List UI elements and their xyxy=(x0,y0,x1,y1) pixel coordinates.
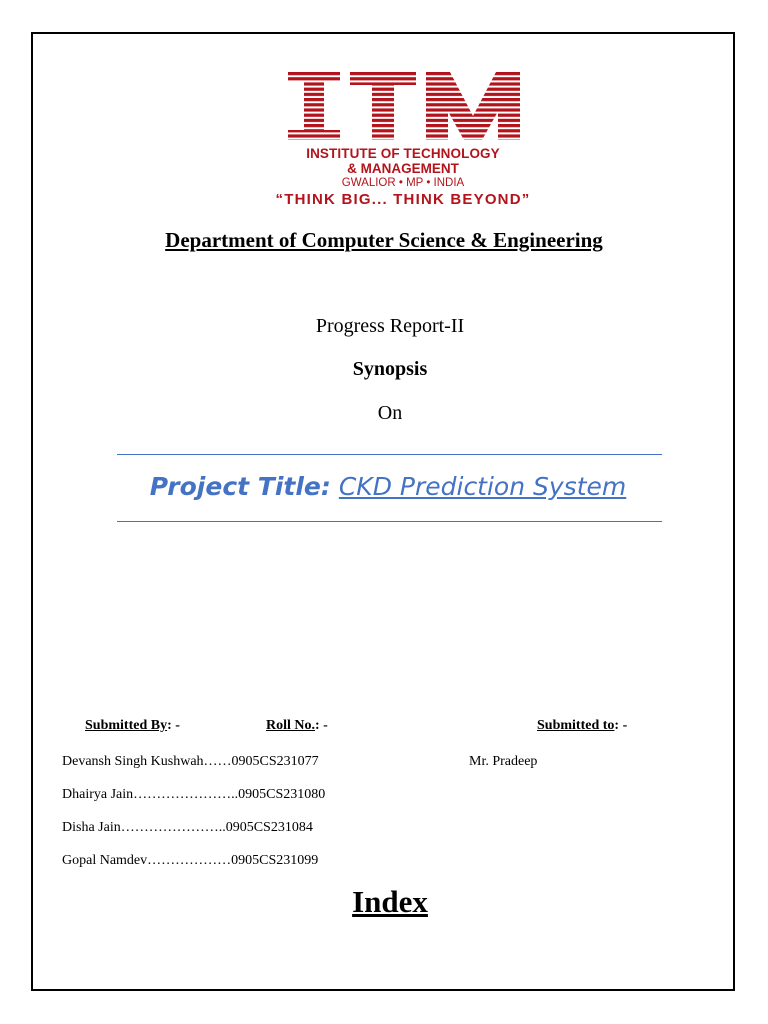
logo-tagline: “THINK BIG... THINK BEYOND” xyxy=(275,191,531,208)
project-title-name: CKD Prediction System xyxy=(338,472,627,501)
submitted-to-header xyxy=(537,718,627,734)
member-row: Gopal Namdev………………0905CS231099 xyxy=(62,853,319,868)
submitted-to-suffix: : - xyxy=(614,718,628,733)
member-row: Dhairya Jain…………………..0905CS231080 xyxy=(62,787,326,802)
index-heading: Index xyxy=(352,884,428,919)
report-on: On xyxy=(377,402,403,424)
itm-logo-wordmark xyxy=(288,72,520,140)
project-title-label: Project Title: xyxy=(149,472,331,501)
roll-no-suffix: : - xyxy=(315,718,328,733)
logo-management-line: & MANAGEMENT xyxy=(347,161,459,176)
itm-logo xyxy=(240,72,566,212)
roll-no-label: Roll No. xyxy=(266,718,315,733)
report-subtitle: Synopsis xyxy=(352,358,428,380)
member-row: Disha Jain…………………..0905CS231084 xyxy=(62,820,313,835)
submitted-by-header xyxy=(85,718,180,734)
roll-no-header xyxy=(266,718,328,734)
logo-location-line: GWALIOR • MP • INDIA xyxy=(341,177,465,189)
logo-institute-line: INSTITUTE OF TECHNOLOGY xyxy=(306,146,500,161)
submitted-by-suffix: : - xyxy=(167,718,180,733)
guide-name: Mr. Pradeep xyxy=(469,754,538,769)
submitted-by-label: Submitted By xyxy=(85,718,168,733)
project-title xyxy=(0,472,768,501)
submitted-to-label: Submitted to xyxy=(537,718,615,733)
title-rule-bottom xyxy=(117,521,662,522)
member-row: Devansh Singh Kushwah……0905CS231077 xyxy=(62,754,319,769)
department-heading: Department of Computer Science & Engineering xyxy=(165,228,603,252)
report-title: Progress Report-II xyxy=(315,315,465,337)
title-rule-top xyxy=(117,454,662,455)
